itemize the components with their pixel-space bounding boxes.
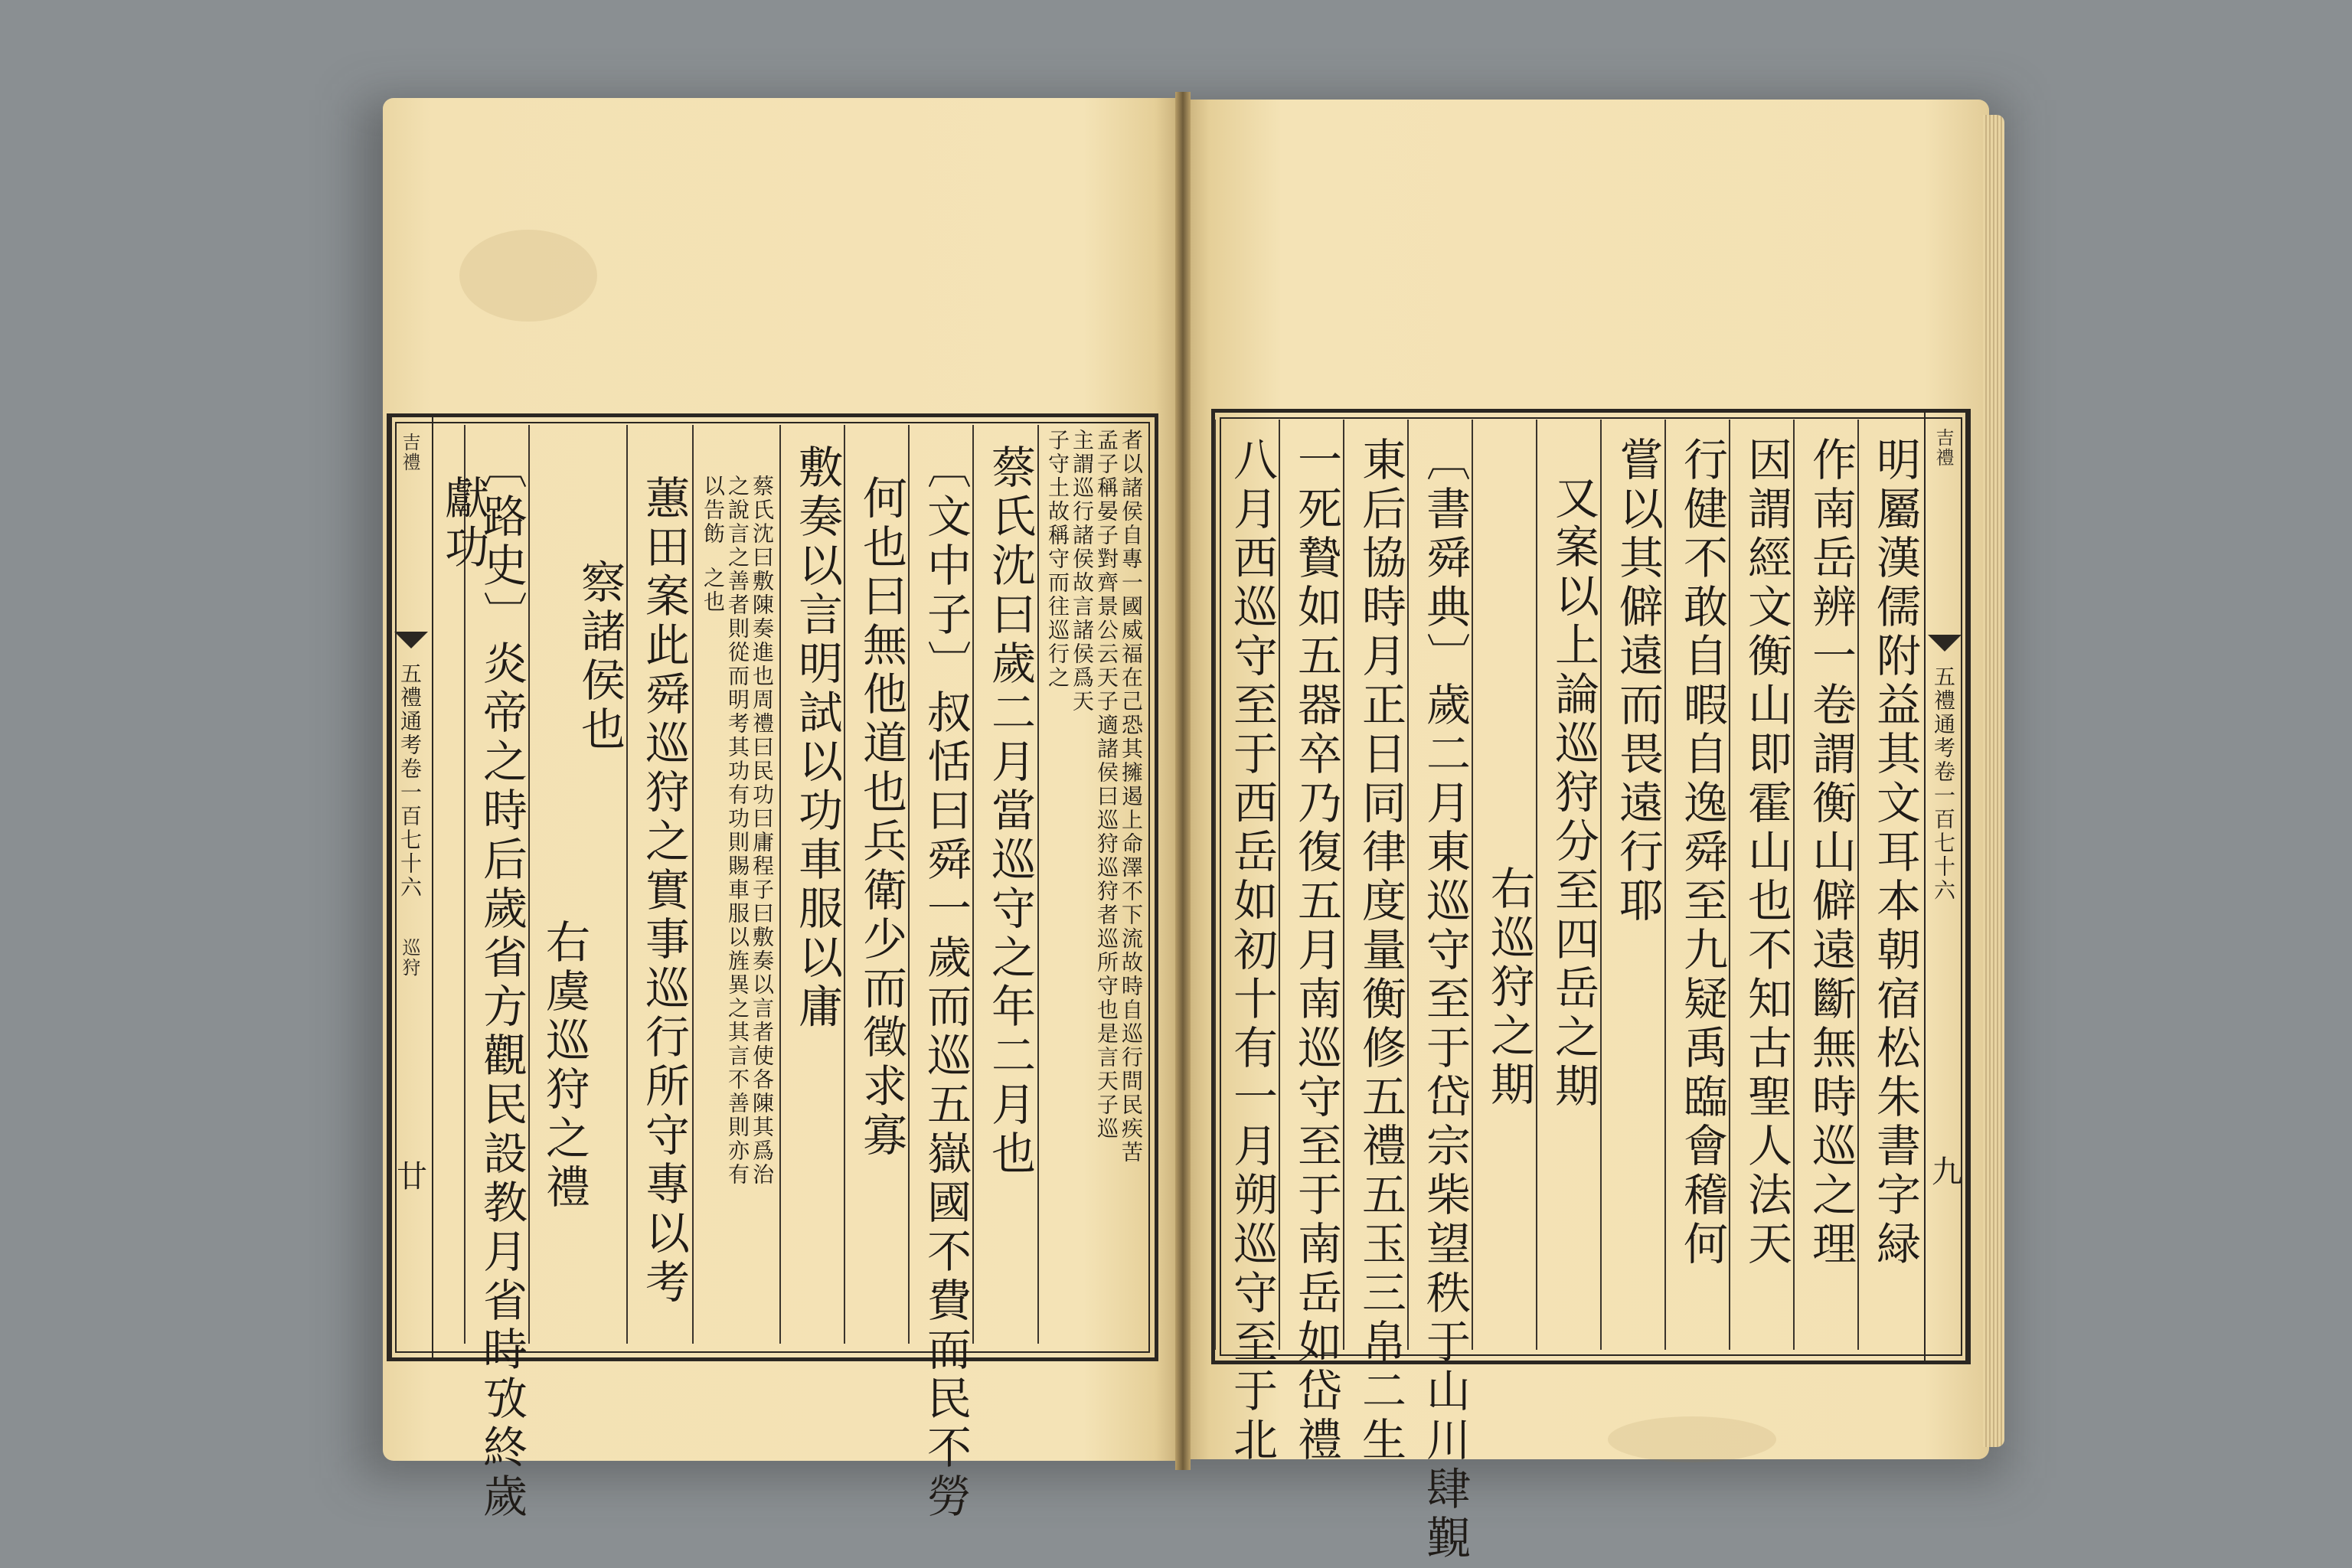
text-column: 嘗以其僻遠而畏遠行耶	[1612, 436, 1664, 926]
text-column: 蔡氏沈曰歲二月當巡守之年二月也	[984, 444, 1036, 1179]
left-fold-margin	[390, 417, 433, 1357]
folio-number: 九	[1932, 1155, 1962, 1190]
text-column: 行健不敢自暇自逸舜至九疑禹臨會稽何	[1676, 436, 1728, 1269]
folio-number: 廿	[397, 1159, 427, 1194]
column-rule	[1793, 420, 1795, 1350]
commentary-column: 以告飭	[701, 475, 726, 546]
commentary-column: 之也	[701, 567, 726, 614]
column-rule	[1472, 420, 1473, 1350]
section-heading: 右巡狩之期	[1483, 865, 1535, 1110]
text-column: 〔文中子〕叔恬曰舜一歲而巡五嶽國不費而民不勞	[920, 444, 972, 1522]
column-rule	[844, 425, 845, 1344]
right-fold-margin	[1924, 413, 1967, 1361]
text-column: 又案以上論巡狩分至四岳之期	[1547, 475, 1599, 1112]
column-rule	[692, 425, 694, 1344]
column-rule	[1343, 420, 1344, 1350]
text-column: 八月西巡守至于西岳如初十有一月朔巡守至于北	[1226, 436, 1278, 1465]
margin-subtitle: 巡狩	[399, 938, 420, 978]
text-column: 何也曰無他道也兵衛少而徵求寡	[855, 475, 907, 1161]
page-edges	[1983, 115, 2004, 1447]
text-column: 作南岳辨一卷謂衡山僻遠斷無時巡之理	[1805, 436, 1857, 1269]
column-rule	[1536, 420, 1537, 1350]
text-column: 蕙田案此舜巡狩之實事巡行所守專以考	[638, 475, 690, 1308]
text-column: 明屬漢儒附益其文耳本朝宿松朱書字緑	[1869, 436, 1921, 1269]
commentary-column: 孟子稱晏子對齊景公云天子適諸侯曰巡狩巡狩者巡所守也是言天子巡	[1094, 429, 1119, 1141]
text-column: 一死贄如五器卒乃復五月南巡守至于南岳如岱禮	[1290, 436, 1342, 1465]
commentary-column: 主謂巡行諸侯故言諸侯爲天	[1070, 429, 1095, 714]
column-rule	[1664, 420, 1666, 1350]
fishtail-mark	[394, 632, 428, 648]
text-column: 因謂經文衡山即霍山也不知古聖人法天	[1740, 436, 1792, 1269]
column-rule	[908, 425, 910, 1344]
text-column: 敷奏以言明試以功車服以庸	[791, 444, 843, 1032]
column-rule	[1600, 420, 1602, 1350]
commentary-column: 蔡氏沈曰敷陳奏進也周禮曰民功曰庸程子曰敷奏以言者使各陳其爲治	[750, 475, 775, 1187]
margin-top-mark: 吉禮	[1932, 428, 1954, 468]
commentary-column: 者以諸侯自專一國威福在己恐其擁遏上命澤不下流故時自巡行問民疾苦	[1119, 429, 1144, 1165]
margin-title: 五禮通考卷一百七十六	[1931, 665, 1956, 903]
column-rule	[1214, 420, 1216, 1350]
fishtail-mark	[1928, 635, 1962, 652]
commentary-column: 之說言之善者則從而明考其功有功則賜車服以旌異之其言不善則亦有	[725, 475, 750, 1187]
column-rule	[626, 425, 628, 1344]
text-column: 東后協時月正日同律度量衡修五禮五玉三帛二生	[1354, 436, 1406, 1465]
paper-stain	[459, 230, 597, 322]
paper-stain	[1608, 1416, 1776, 1462]
column-rule	[972, 425, 974, 1344]
column-rule	[1037, 425, 1039, 1344]
margin-title: 五禮通考卷一百七十六	[397, 662, 423, 900]
book-gutter	[1175, 92, 1191, 1470]
text-column: 〔路史〕炎帝之時后歲省方觀民設教月省時攷終歲	[475, 444, 528, 1522]
column-rule	[1407, 420, 1409, 1350]
text-column: 察諸侯也	[573, 559, 626, 755]
column-rule	[779, 425, 781, 1344]
column-rule	[1857, 420, 1859, 1350]
section-heading: 右虞巡狩之禮	[538, 919, 590, 1213]
text-column: 〔書舜典〕歲二月東巡守至于岱宗柴望秩于山川肆覲	[1419, 436, 1471, 1563]
column-rule	[1279, 420, 1280, 1350]
text-column: 獻功	[437, 475, 489, 573]
margin-top-mark: 吉禮	[399, 433, 420, 472]
commentary-column: 子守土故稱守而往巡行之	[1045, 429, 1070, 690]
column-rule	[528, 425, 530, 1344]
column-rule	[1729, 420, 1730, 1350]
